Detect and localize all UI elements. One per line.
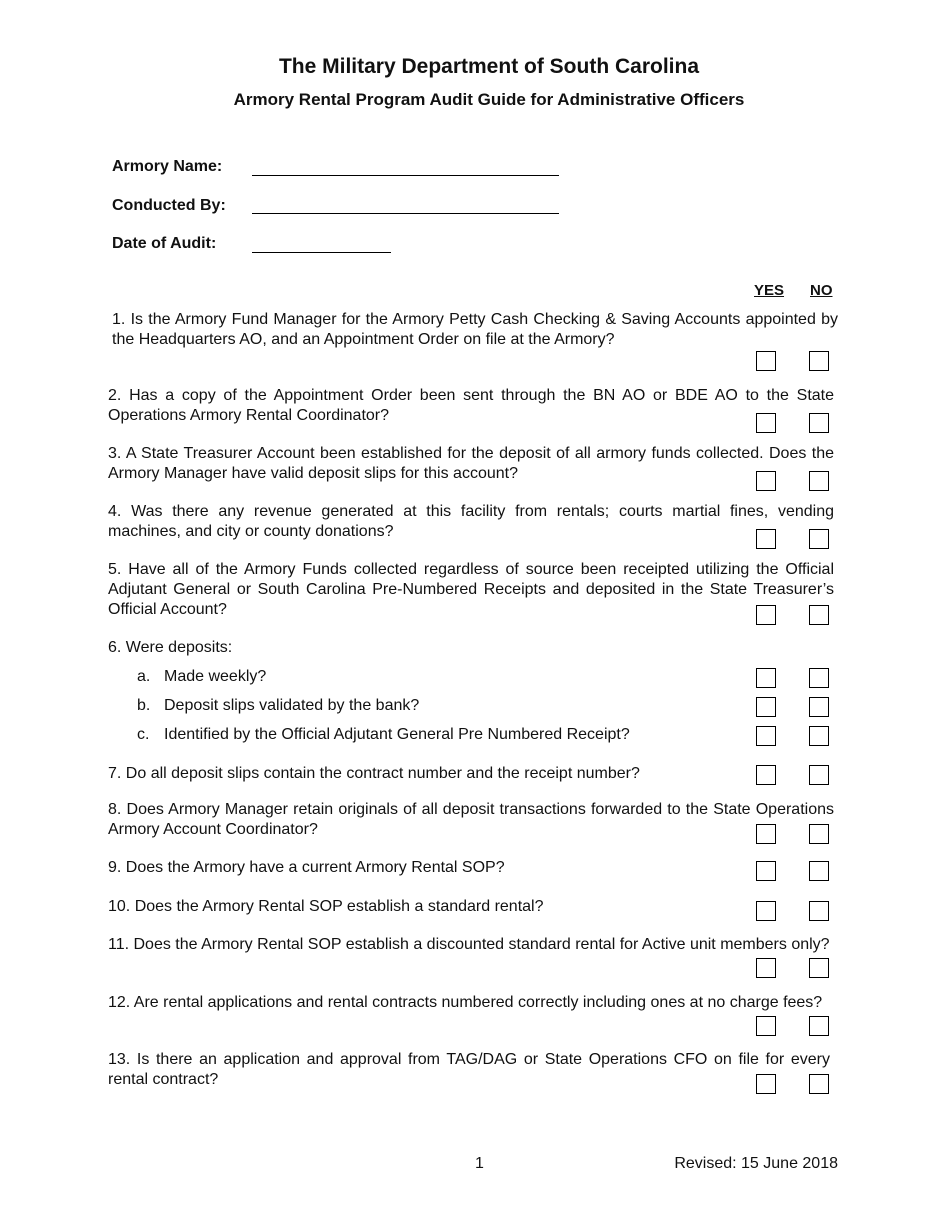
q6c-yes-checkbox[interactable] bbox=[756, 726, 776, 746]
q10-yes-checkbox[interactable] bbox=[756, 901, 776, 921]
q10-no-checkbox[interactable] bbox=[809, 901, 829, 921]
question-8: 8. Does Armory Manager retain originals of all deposit transactions forwarded to the State Operations Armory Account Coordinator? bbox=[108, 801, 834, 838]
document-title: The Military Department of South Carolina bbox=[278, 55, 700, 78]
q8-no-checkbox[interactable] bbox=[809, 824, 829, 844]
q8-yes-checkbox[interactable] bbox=[756, 824, 776, 844]
question-3: 3. A State Treasurer Account been established for the deposit of all armory funds collected. Does the Armory Manager have valid deposit slips for this account? bbox=[108, 445, 834, 482]
question-6c-letter: c. bbox=[137, 726, 150, 743]
q7-no-checkbox[interactable] bbox=[809, 765, 829, 785]
q2-no-checkbox[interactable] bbox=[809, 413, 829, 433]
q4-yes-checkbox[interactable] bbox=[756, 529, 776, 549]
armory-name-field[interactable] bbox=[252, 175, 559, 176]
question-6a: Made weekly? bbox=[164, 668, 267, 685]
q12-no-checkbox[interactable] bbox=[809, 1016, 829, 1036]
page-number: 1 bbox=[475, 1155, 484, 1172]
q9-yes-checkbox[interactable] bbox=[756, 861, 776, 881]
question-13: 13. Is there an application and approval from TAG/DAG or State Operations CFO on file for every rental contract? bbox=[108, 1051, 830, 1088]
question-2: 2. Has a copy of the Appointment Order been sent through the BN AO or BDE AO to the State Operations Armory Rental Coordinator? bbox=[108, 387, 834, 424]
conducted-by-field[interactable] bbox=[252, 213, 559, 214]
q13-no-checkbox[interactable] bbox=[809, 1074, 829, 1094]
question-6b-letter: b. bbox=[137, 697, 151, 714]
q6a-yes-checkbox[interactable] bbox=[756, 668, 776, 688]
q4-no-checkbox[interactable] bbox=[809, 529, 829, 549]
q3-no-checkbox[interactable] bbox=[809, 471, 829, 491]
revision-date: Revised: 15 June 2018 bbox=[674, 1155, 838, 1172]
date-of-audit-label: Date of Audit: bbox=[112, 235, 217, 252]
q3-yes-checkbox[interactable] bbox=[756, 471, 776, 491]
q6c-no-checkbox[interactable] bbox=[809, 726, 829, 746]
q1-no-checkbox[interactable] bbox=[809, 351, 829, 371]
question-7: 7. Do all deposit slips contain the contract number and the receipt number? bbox=[108, 765, 640, 782]
question-10: 10. Does the Armory Rental SOP establish a standard rental? bbox=[108, 898, 544, 915]
q5-yes-checkbox[interactable] bbox=[756, 605, 776, 625]
question-5: 5. Have all of the Armory Funds collected regardless of source been receipted utilizing the Official Adjutant General or South Carolina Pre-Numbered Receipts and deposited in the State Treasurer’s Official Account? bbox=[108, 561, 834, 618]
q11-no-checkbox[interactable] bbox=[809, 958, 829, 978]
q6a-no-checkbox[interactable] bbox=[809, 668, 829, 688]
q11-yes-checkbox[interactable] bbox=[756, 958, 776, 978]
q6b-no-checkbox[interactable] bbox=[809, 697, 829, 717]
document-subtitle: Armory Rental Program Audit Guide for Administrative Officers bbox=[233, 90, 745, 109]
q12-yes-checkbox[interactable] bbox=[756, 1016, 776, 1036]
q7-yes-checkbox[interactable] bbox=[756, 765, 776, 785]
question-11: 11. Does the Armory Rental SOP establish a discounted standard rental for Active unit members only? bbox=[108, 936, 830, 953]
question-6c: Identified by the Official Adjutant General Pre Numbered Receipt? bbox=[164, 726, 630, 743]
question-9: 9. Does the Armory have a current Armory Rental SOP? bbox=[108, 859, 505, 876]
yes-column-header: YES bbox=[754, 282, 785, 299]
question-6: 6. Were deposits: bbox=[108, 639, 233, 656]
question-6b: Deposit slips validated by the bank? bbox=[164, 697, 420, 714]
question-1: 1. Is the Armory Fund Manager for the Armory Petty Cash Checking & Saving Accounts appointed by the Headquarters AO, and an Appointment Order on file at the Armory? bbox=[112, 311, 838, 348]
q9-no-checkbox[interactable] bbox=[809, 861, 829, 881]
question-6a-letter: a. bbox=[137, 668, 151, 685]
date-of-audit-field[interactable] bbox=[252, 252, 391, 253]
q1-yes-checkbox[interactable] bbox=[756, 351, 776, 371]
conducted-by-label: Conducted By: bbox=[112, 197, 226, 214]
question-12: 12. Are rental applications and rental contracts numbered correctly including ones at no charge fees? bbox=[108, 994, 823, 1011]
question-4: 4. Was there any revenue generated at this facility from rentals; courts martial fines, vending machines, and city or county donations? bbox=[108, 503, 834, 540]
q5-no-checkbox[interactable] bbox=[809, 605, 829, 625]
no-column-header: NO bbox=[810, 282, 833, 299]
q6b-yes-checkbox[interactable] bbox=[756, 697, 776, 717]
q13-yes-checkbox[interactable] bbox=[756, 1074, 776, 1094]
q2-yes-checkbox[interactable] bbox=[756, 413, 776, 433]
armory-name-label: Armory Name: bbox=[112, 158, 223, 175]
